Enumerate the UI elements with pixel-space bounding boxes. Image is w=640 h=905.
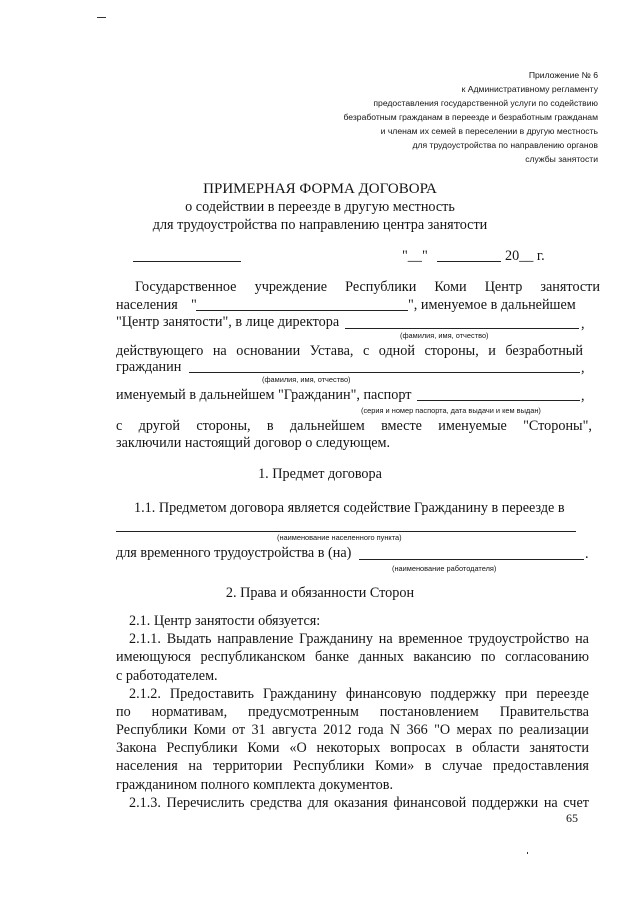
word: мерах — [456, 722, 493, 738]
org-name-blank — [196, 310, 408, 311]
word: для — [307, 795, 329, 811]
section-1-line-2: для временного трудоустройства в (на) — [116, 545, 352, 561]
section-2-1-2-line-6: гражданином полного комплекта документов. — [116, 777, 394, 793]
word: занятости — [529, 740, 589, 756]
word: Республики — [345, 279, 417, 295]
page-number: 65 — [566, 811, 578, 825]
comma: , — [581, 360, 585, 376]
appendix-line: безработным гражданам в переезде и безработным гражданам — [343, 112, 598, 122]
word: на — [212, 343, 227, 359]
preamble-line-3: "Центр занятости", в лице директора — [116, 314, 340, 330]
word: от — [232, 722, 246, 738]
word: именуемые — [438, 418, 507, 434]
word: Предоставить — [169, 686, 254, 702]
word: счет — [563, 795, 589, 811]
word: N — [389, 722, 401, 738]
caption-employer: (наименование работодателя) — [392, 564, 497, 573]
section-2-1-1-line-1 — [129, 631, 589, 648]
word: августа — [271, 722, 317, 738]
word: нормативам, — [151, 704, 228, 720]
section-2-1-2-line-4 — [116, 740, 589, 757]
word: 2.1.3. — [129, 795, 161, 811]
caption-citizen: (фамилия, имя, отчество) — [262, 375, 351, 384]
preamble-line-2-end: ", именуемое в дальнейшем — [408, 297, 576, 313]
section-2-1-2-line-3 — [116, 722, 589, 739]
word: года — [357, 722, 384, 738]
word: в — [424, 758, 432, 774]
appendix-line: службы занятости — [525, 154, 598, 164]
comma: , — [581, 316, 585, 332]
word: вопросах — [390, 740, 446, 756]
section-2-1-2-line-1 — [129, 686, 589, 703]
date-day-quotes: "__" — [402, 248, 428, 264]
word: средства — [250, 795, 303, 811]
word: финансовую — [345, 686, 422, 702]
document-subtitle-1: о содействии в переезде в другую местность — [185, 199, 455, 215]
word: предоставления — [492, 758, 589, 774]
word: Выдать — [166, 631, 212, 647]
word: Коми — [193, 722, 226, 738]
appendix-line: и членам их семей в переселении в другую местность — [380, 126, 598, 136]
word: занятости — [540, 279, 600, 295]
word: в — [455, 740, 463, 756]
word: и — [488, 343, 496, 359]
word: по — [116, 704, 131, 720]
preamble-quote-open: " — [191, 297, 197, 313]
word: реализации — [519, 722, 589, 738]
word: «О — [289, 740, 307, 756]
section-2-p1: 2.1. Центр занятости обязуется: — [129, 613, 321, 629]
word: случае — [442, 758, 483, 774]
caption-passport: (серия и номер паспорта, дата выдачи и кем выдан) — [361, 406, 541, 415]
word: 366 — [406, 722, 428, 738]
word: 31 — [251, 722, 266, 738]
word: Коми» — [374, 758, 415, 774]
word: постановлением — [379, 704, 479, 720]
preamble-line-8: заключили настоящий договор о следующем. — [116, 435, 391, 451]
word: населения — [116, 758, 178, 774]
word: Коми — [247, 740, 280, 756]
appendix-line: Приложение № 6 — [528, 70, 598, 80]
word: на — [188, 758, 203, 774]
word: на — [575, 631, 589, 647]
appendix-line: для трудоустройства по направлению органов — [412, 140, 598, 150]
word: на — [378, 631, 393, 647]
word: некоторых — [316, 740, 381, 756]
word: по — [480, 649, 496, 665]
preamble-line-4 — [116, 343, 583, 360]
citizen-name-blank — [189, 372, 580, 373]
word: Коми — [434, 279, 467, 295]
place-blank — [133, 261, 241, 262]
word: поддержки — [471, 795, 539, 811]
date-year: 20__ г. — [505, 248, 545, 264]
passport-blank — [417, 400, 580, 401]
word: Государственное — [135, 279, 237, 295]
word: Республики — [293, 758, 365, 774]
word: "О — [434, 722, 451, 738]
scan-mark-dot — [527, 852, 528, 854]
section-2-1-1-line-2 — [116, 649, 589, 666]
director-name-blank — [345, 328, 579, 329]
word: финансовой — [393, 795, 467, 811]
word: трудоустройство — [468, 631, 570, 647]
word: Перечислить — [166, 795, 245, 811]
word: на — [543, 795, 558, 811]
word: Устава, — [309, 343, 354, 359]
word: другой — [138, 418, 180, 434]
word: 2.1.1. — [129, 631, 161, 647]
word: с — [362, 343, 370, 359]
word: Гражданину — [262, 686, 337, 702]
word: 2012 — [323, 722, 352, 738]
word: "Стороны", — [523, 418, 592, 434]
word: при — [505, 686, 528, 702]
word: вакансию — [413, 649, 472, 665]
word: вместе — [381, 418, 422, 434]
preamble-line-5: гражданин — [116, 359, 182, 375]
locality-blank — [116, 531, 576, 532]
word: одной — [378, 343, 415, 359]
word: банке — [314, 649, 349, 665]
word: основании — [236, 343, 301, 359]
comma: , — [581, 388, 585, 404]
word: безработный — [505, 343, 583, 359]
word: имеющуюся — [116, 649, 191, 665]
word: стороны, — [196, 418, 251, 434]
word: по — [498, 722, 514, 738]
word: предусмотренным — [248, 704, 359, 720]
word: Закона — [116, 740, 157, 756]
preamble-line-2-start: населения — [116, 297, 178, 313]
appendix-line: предоставления государственной услуги по содействию — [373, 98, 598, 108]
word: области — [472, 740, 520, 756]
date-month-blank — [437, 261, 501, 262]
comma: . — [585, 546, 589, 562]
appendix-line: к Административному регламенту — [461, 84, 598, 94]
word: территории — [212, 758, 283, 774]
word: Гражданину — [299, 631, 373, 647]
appendix-block — [343, 68, 598, 166]
word: действующего — [116, 343, 204, 359]
section-2-1-2-line-5 — [116, 758, 589, 775]
word: оказания — [334, 795, 388, 811]
word: учреждение — [254, 279, 328, 295]
word: Республики — [166, 740, 238, 756]
word: дальнейшем — [289, 418, 365, 434]
word: Центр — [484, 279, 523, 295]
caption-director: (фамилия, имя, отчество) — [400, 331, 489, 340]
word: поддержку — [430, 686, 497, 702]
section-2-1-1-line-3: с работодателем. — [116, 668, 218, 684]
word: направление — [217, 631, 294, 647]
word: данных — [358, 649, 404, 665]
word: с — [116, 418, 123, 434]
word: согласованию — [505, 649, 589, 665]
preamble-line-1 — [135, 279, 600, 296]
word: 2.1.2. — [129, 686, 161, 702]
section-1-heading: 1. Предмет договора — [258, 466, 382, 482]
section-1-item: 1.1. Предметом договора является содействие Гражданину в переезде в — [134, 500, 565, 516]
document-title: ПРИМЕРНАЯ ФОРМА ДОГОВОРА — [203, 181, 437, 197]
section-2-1-2-line-2 — [116, 704, 589, 721]
word: республиканском — [200, 649, 306, 665]
word: временное — [398, 631, 463, 647]
word: Республики — [116, 722, 188, 738]
section-2-1-3-line-1 — [129, 795, 589, 812]
preamble-line-6: именуемый в дальнейшем "Гражданин", паспорт — [116, 387, 412, 403]
employer-blank — [359, 559, 584, 560]
caption-locality: (наименование населенного пункта) — [277, 533, 402, 542]
word: Правительства — [499, 704, 589, 720]
preamble-line-7 — [116, 418, 592, 435]
word: в — [266, 418, 274, 434]
word: стороны, — [424, 343, 479, 359]
section-2-heading: 2. Права и обязанности Сторон — [225, 585, 415, 601]
scan-mark-top — [97, 17, 106, 18]
word: переезде — [536, 686, 589, 702]
document-subtitle-2: для трудоустройства по направлению центра занятости — [152, 217, 488, 233]
